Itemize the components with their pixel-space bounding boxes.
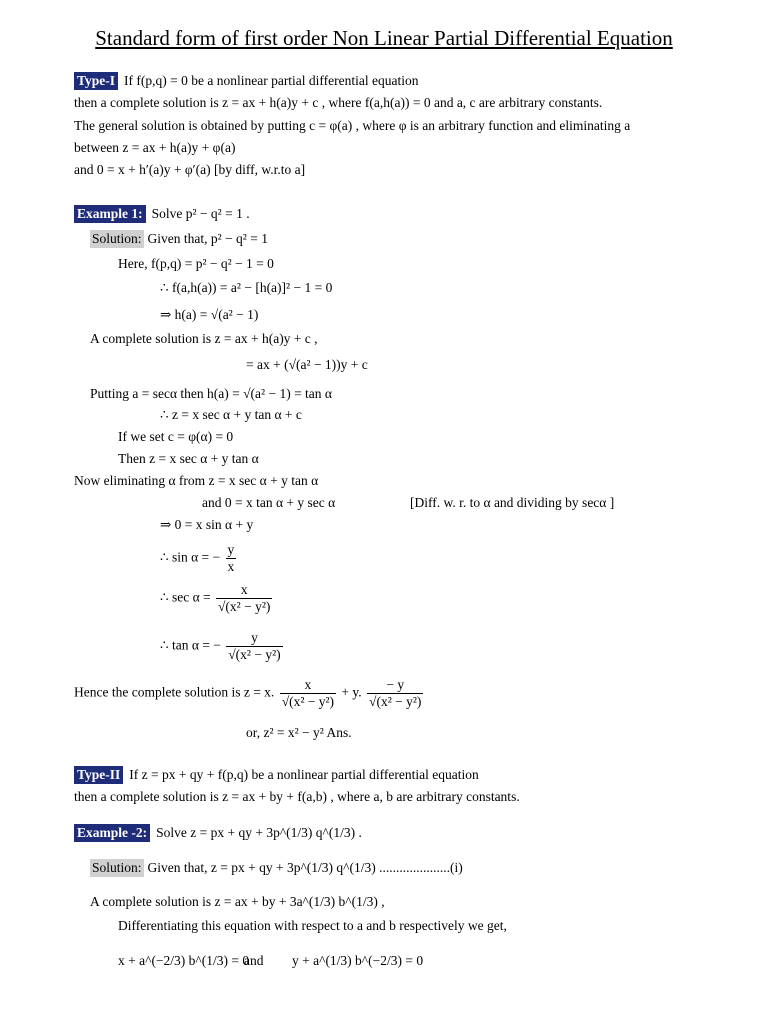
sec-den: √(x² − y²) xyxy=(218,599,271,614)
sin-lhs: ∴ sin α = − xyxy=(160,549,221,565)
tan-num: y xyxy=(251,630,258,645)
sec-lhs: ∴ sec α = xyxy=(160,589,211,605)
example1-solution-row xyxy=(90,230,268,248)
hence-num1: x xyxy=(304,677,312,692)
type1-line2: then a complete solution is z = ax + h(a)y + c , where f(a,h(a)) = 0 and a, c are arbitrary constants. xyxy=(74,95,603,110)
example1-therefore2: ∴ z = x sec α + y tan α + c xyxy=(160,407,302,422)
hence-fraction-1 xyxy=(280,677,336,710)
example2-complete-sol: A complete solution is z = ax + by + 3a^(1/3) b^(1/3) , xyxy=(90,894,385,909)
sin-fraction xyxy=(226,542,237,575)
example1-implies-sin: ⇒ 0 = x sin α + y xyxy=(160,517,254,532)
type1-line4: between z = ax + h(a)y + φ(a) xyxy=(74,140,236,155)
example1-here: Here, f(p,q) = p² − q² − 1 = 0 xyxy=(118,256,274,271)
tan-den: √(x² − y²) xyxy=(228,647,281,662)
example2-badge: Example -2: xyxy=(74,824,150,842)
type1-line1: If f(p,q) = 0 be a nonlinear partial differential equation xyxy=(124,73,419,88)
example1-complete-sol2: = ax + (√(a² − 1))y + c xyxy=(246,357,368,372)
example1-tan-row xyxy=(160,630,285,663)
type1-line1-row xyxy=(74,72,419,90)
type1-badge: Type-I xyxy=(74,72,118,90)
sin-num: y xyxy=(227,542,235,557)
example1-therefore1: ∴ f(a,h(a)) = a² − [h(a)]² − 1 = 0 xyxy=(160,280,333,295)
example2-and: and xyxy=(244,953,264,968)
example1-hence-row xyxy=(74,677,425,710)
tan-fraction xyxy=(226,630,282,663)
example2-diff-line: Differentiating this equation with respect to a and b respectively we get, xyxy=(118,918,507,933)
solution-label: Solution: xyxy=(92,231,142,246)
hence-den2: √(x² − y²) xyxy=(369,694,422,709)
hence-text: Hence the complete solution is z = x. xyxy=(74,684,275,700)
example2-eq-a: x + a^(−2/3) b^(1/3) = 0 xyxy=(118,953,250,968)
example2-solution-row xyxy=(90,859,463,877)
example1-given: Given that, p² − q² = 1 xyxy=(147,231,268,246)
hence-fraction-2 xyxy=(367,677,423,710)
example2-row xyxy=(74,824,362,842)
example1-diff-note: [Diff. w. r. to α and dividing by secα ] xyxy=(410,495,615,510)
type2-line1: If z = px + qy + f(p,q) be a nonlinear partial differential equation xyxy=(129,767,479,782)
example1-sec-row xyxy=(160,582,274,615)
example1-answer: or, z² = x² − y² Ans. xyxy=(246,725,352,740)
type2-line1-row xyxy=(74,766,479,784)
page-title: Standard form of first order Non Linear Partial Differential Equation xyxy=(95,26,673,50)
example1-row xyxy=(74,205,250,223)
sec-fraction xyxy=(216,582,272,615)
tan-lhs: ∴ tan α = − xyxy=(160,637,221,653)
sec-num: x xyxy=(240,582,248,597)
example1-statement: Solve p² − q² = 1 . xyxy=(151,206,250,221)
type2-line2: then a complete solution is z = ax + by + f(a,b) , where a, b are arbitrary constants. xyxy=(74,789,520,804)
example2-given: Given that, z = px + qy + 3p^(1/3) q^(1/3) .....................(i) xyxy=(147,860,463,875)
example1-now-elim: Now eliminating α from z = x sec α + y tan α xyxy=(74,473,319,488)
type1-line3: The general solution is obtained by putting c = φ(a) , where φ is an arbitrary function and eliminating a xyxy=(74,118,631,133)
type2-badge: Type-II xyxy=(74,766,123,784)
sin-den: x xyxy=(227,559,235,574)
solution-label-2: Solution: xyxy=(92,860,142,875)
example1-badge: Example 1: xyxy=(74,205,146,223)
example1-complete-sol: A complete solution is z = ax + h(a)y + c , xyxy=(90,331,318,346)
hence-num2: − y xyxy=(386,677,405,692)
example1-then: Then z = x sec α + y tan α xyxy=(118,451,259,466)
example2-eq-b: y + a^(1/3) b^(−2/3) = 0 xyxy=(292,953,424,968)
example1-if-we-set: If we set c = φ(α) = 0 xyxy=(118,429,234,444)
example1-and-eq: and 0 = x tan α + y sec α xyxy=(202,495,336,510)
example1-implies-h: ⇒ h(a) = √(a² − 1) xyxy=(160,307,259,322)
example2-statement: Solve z = px + qy + 3p^(1/3) q^(1/3) . xyxy=(156,825,362,840)
type1-line5: and 0 = x + h′(a)y + φ′(a) [by diff, w.r.to a] xyxy=(74,162,306,177)
hence-mid: + y. xyxy=(341,684,362,700)
example1-putting: Putting a = secα then h(a) = √(a² − 1) = tan α xyxy=(90,386,332,401)
hence-den1: √(x² − y²) xyxy=(281,694,335,709)
example1-sin-row xyxy=(160,542,238,575)
